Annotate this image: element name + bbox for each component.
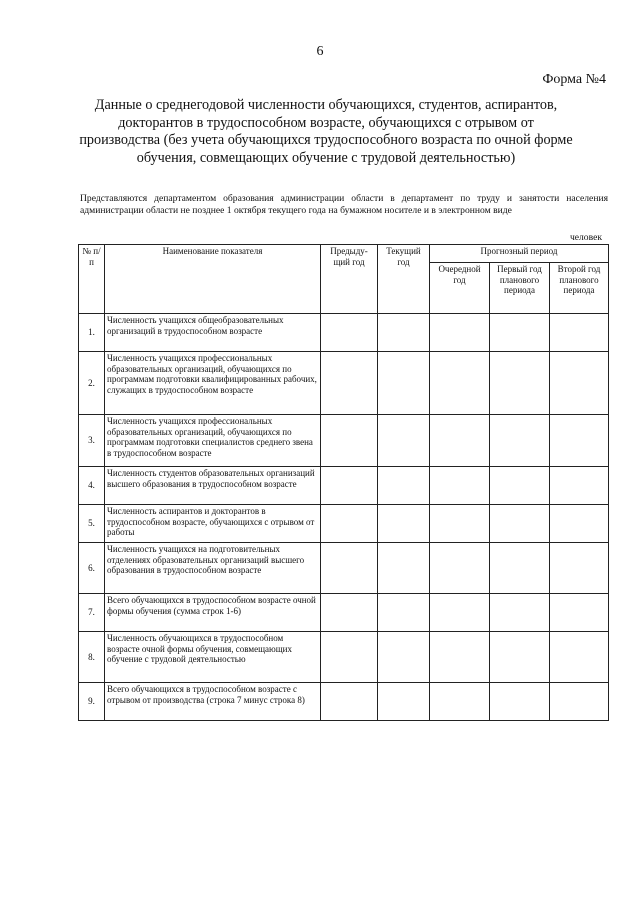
value-cell — [550, 415, 609, 467]
title-line: докторантов в трудоспособном возрасте, обучающихся с отрывом от — [118, 114, 534, 131]
value-cell — [430, 415, 490, 467]
value-cell — [430, 467, 490, 505]
value-cell — [490, 415, 550, 467]
table-row — [79, 415, 609, 467]
row-indicator: Всего обучающихся в трудоспособном возрасте с отрывом от производства (строка 7 минус строка 8) — [105, 683, 321, 721]
value-cell — [490, 543, 550, 594]
form-label: Форма №4 — [542, 72, 606, 87]
row-number: 1. — [79, 314, 105, 352]
value-cell — [321, 352, 378, 415]
row-number: 2. — [79, 352, 105, 415]
value-cell — [378, 467, 430, 505]
header-current-year: Текущий год — [378, 245, 430, 314]
report-table — [78, 244, 609, 721]
value-cell — [321, 467, 378, 505]
row-number: 7. — [79, 594, 105, 632]
header-first-plan-year: Первый год планового периода — [490, 263, 550, 314]
value-cell — [378, 314, 430, 352]
row-number: 8. — [79, 632, 105, 683]
value-cell — [430, 683, 490, 721]
value-cell — [490, 632, 550, 683]
value-cell — [430, 632, 490, 683]
value-cell — [321, 314, 378, 352]
title-line: обучения, совмещающих обучение с трудовой деятельностью) — [136, 149, 516, 166]
value-cell — [490, 505, 550, 543]
value-cell — [550, 632, 609, 683]
header-second-plan-year: Второй год планового периода — [550, 263, 609, 314]
header-name: Наименование показателя — [105, 245, 321, 314]
value-cell — [378, 632, 430, 683]
page-number: 6 — [316, 44, 324, 59]
value-cell — [550, 467, 609, 505]
row-indicator: Численность учащихся профессиональных образовательных организаций, обучающихся по программам подготовки специалистов среднего звена в трудоспособном возрасте — [105, 415, 321, 467]
title-line: производства (без учета обучающихся трудоспособного возраста по очной форме — [79, 132, 573, 148]
value-cell — [378, 415, 430, 467]
value-cell — [490, 683, 550, 721]
value-cell — [321, 505, 378, 543]
table-row — [79, 683, 609, 721]
table-row — [79, 505, 609, 543]
row-indicator: Численность студентов образовательных организаций высшего образования в трудоспособном возрасте — [105, 467, 321, 505]
table-row — [79, 352, 609, 415]
table-row — [79, 594, 609, 632]
value-cell — [430, 543, 490, 594]
value-cell — [378, 683, 430, 721]
value-cell — [378, 543, 430, 594]
header-next-year: Очередной год — [430, 263, 490, 314]
value-cell — [550, 352, 609, 415]
document-title — [66, 97, 586, 167]
value-cell — [321, 594, 378, 632]
header-forecast-period: Прогнозный период — [430, 245, 609, 263]
row-number: 3. — [79, 415, 105, 467]
header-previous-year: Предыду-щий год — [321, 245, 378, 314]
unit-label: человек — [569, 232, 602, 243]
row-indicator: Численность учащихся профессиональных образовательных организаций, обучающихся по программам подготовки квалифицированных рабочих, служащих в трудоспособном возрасте — [105, 352, 321, 415]
value-cell — [490, 594, 550, 632]
value-cell — [490, 314, 550, 352]
value-cell — [490, 467, 550, 505]
row-indicator: Всего обучающихся в трудоспособном возрасте очной формы обучения (сумма строк 1-6) — [105, 594, 321, 632]
header-num: № п/п — [79, 245, 105, 314]
value-cell — [378, 505, 430, 543]
value-cell — [430, 594, 490, 632]
value-cell — [550, 594, 609, 632]
row-number: 5. — [79, 505, 105, 543]
value-cell — [550, 683, 609, 721]
table-row — [79, 467, 609, 505]
row-indicator: Численность обучающихся в трудоспособном возрасте очной формы обучения, совмещающих обучение с трудовой деятельностью — [105, 632, 321, 683]
row-indicator: Численность учащихся общеобразовательных организаций в трудоспособном возрасте — [105, 314, 321, 352]
row-indicator: Численность аспирантов и докторантов в трудоспособном возрасте, обучающихся с отрывом от работы — [105, 505, 321, 543]
table-row — [79, 543, 609, 594]
value-cell — [321, 415, 378, 467]
table-row — [79, 632, 609, 683]
value-cell — [490, 352, 550, 415]
value-cell — [321, 632, 378, 683]
value-cell — [550, 543, 609, 594]
row-number: 9. — [79, 683, 105, 721]
value-cell — [378, 352, 430, 415]
row-indicator: Численность учащихся на подготовительных отделениях образовательных организаций высшего образования в трудоспособном возрасте — [105, 543, 321, 594]
title-line: Данные о среднегодовой численности обучающихся, студентов, аспирантов, — [94, 97, 558, 113]
table-row — [79, 314, 609, 352]
value-cell — [378, 594, 430, 632]
value-cell — [550, 314, 609, 352]
value-cell — [321, 683, 378, 721]
value-cell — [430, 352, 490, 415]
value-cell — [430, 505, 490, 543]
value-cell — [430, 314, 490, 352]
row-number: 4. — [79, 467, 105, 505]
row-number: 6. — [79, 543, 105, 594]
value-cell — [550, 505, 609, 543]
value-cell — [321, 543, 378, 594]
intro-text: Представляются департаментом образования администрации области в департамент по труду и занятости населения администрации области не позднее 1 октября текущего года на бумажном носителе и в электронном виде — [80, 193, 608, 217]
